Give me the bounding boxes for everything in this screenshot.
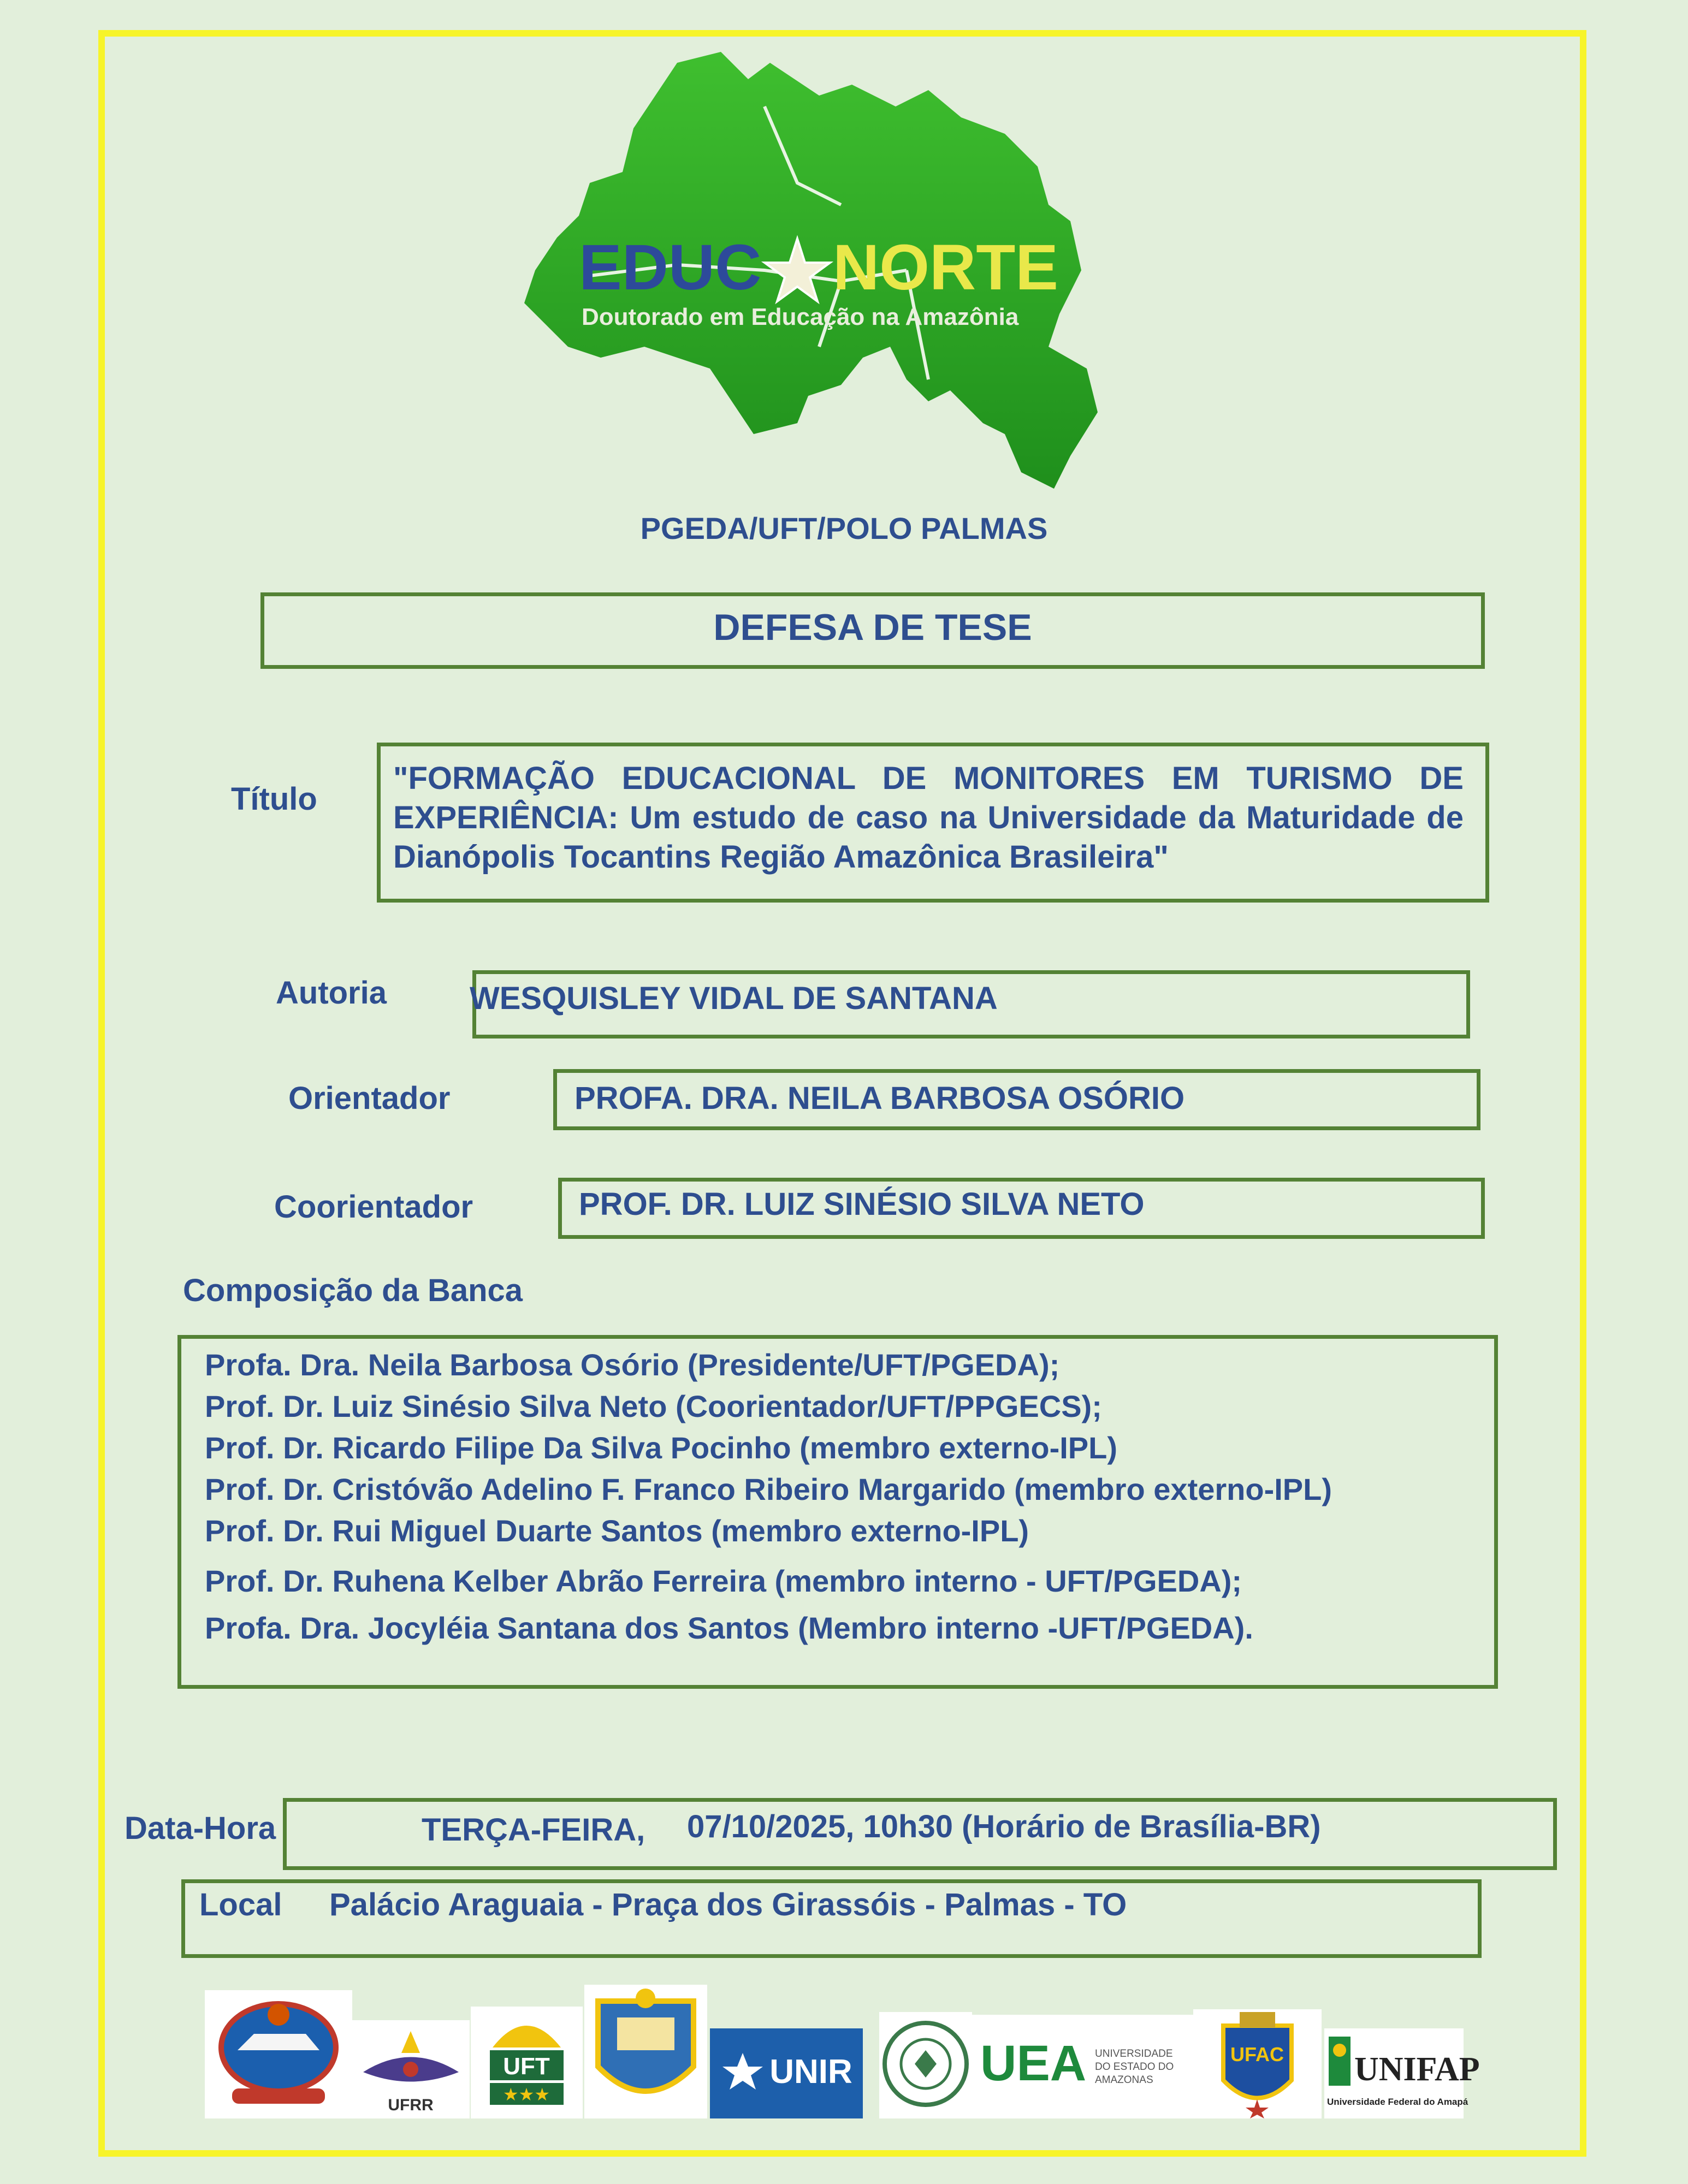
autoria-label: Autoria [276, 975, 387, 1011]
coorientador-label: Coorientador [274, 1189, 473, 1225]
ufac-label: UFAC [1230, 2043, 1284, 2066]
uea-label: UEA [980, 2035, 1087, 2091]
local-label: Local [199, 1887, 282, 1922]
ufrr-logo [352, 2020, 470, 2118]
unifap-label: UNIFAP [1354, 2051, 1480, 2088]
logo-educ-text: EDUC [579, 232, 762, 304]
program-name: PGEDA/UFT/POLO PALMAS [640, 511, 1048, 545]
unir-label: UNIR [769, 2053, 852, 2091]
uft-logo [471, 2007, 583, 2118]
logo-norte-text: NORTE [833, 232, 1058, 304]
orientador-name: PROFA. DRA. NEILA BARBOSA OSÓRIO [574, 1081, 1185, 1116]
titulo-label: Título [231, 781, 317, 817]
banca-member: Prof. Dr. Ruhena Kelber Abrão Ferreira (membro interno - UFT/PGEDA); [205, 1564, 1242, 1598]
banca-member: Prof. Dr. Ricardo Filipe Da Silva Pocinho (membro externo-IPL) [205, 1431, 1117, 1465]
date-time: 07/10/2025, 10h30 (Horário de Brasília-BR) [687, 1809, 1321, 1844]
logo-subtitle: Doutorado em Educação na Amazônia [582, 304, 1019, 330]
ufpa-logo [205, 1990, 352, 2118]
local-value: Palácio Araguaia - Praça dos Girassóis - Palmas - TO [329, 1887, 1127, 1922]
uft-stars-icon: ★★★ [502, 2084, 550, 2105]
educanorte-logo [513, 41, 1169, 483]
banca-member: Profa. Dra. Neila Barbosa Osório (Presidente/UFT/PGEDA); [205, 1348, 1060, 1382]
thesis-title: "FORMAÇÃO EDUCACIONAL DE MONITORES EM TURISMO DE EXPERIÊNCIA: Um estudo de caso na Universidade da Maturidade de Dianópolis Tocantins Região Amazônica Brasileira" [393, 761, 1464, 875]
banca-member: Profa. Dra. Jocyléia Santana dos Santos (Membro interno -UFT/PGEDA). [205, 1611, 1253, 1645]
uea-full-name: UNIVERSIDADE DO ESTADO DO AMAZONAS [1095, 2048, 1174, 2086]
unir-logo [710, 2028, 863, 2118]
unifap-full-name: Universidade Federal do Amapá [1327, 2097, 1468, 2107]
uea-logo [972, 2015, 1193, 2118]
ufrr-label: UFRR [388, 2096, 434, 2114]
coorientador-name: PROF. DR. LUIZ SINÉSIO SILVA NETO [579, 1186, 1145, 1222]
unifesspa-logo [584, 1985, 707, 2118]
data-hora-label: Data-Hora [125, 1811, 276, 1846]
orientador-label: Orientador [288, 1081, 451, 1116]
event-type: DEFESA DE TESE [713, 607, 1032, 648]
banca-label: Composição da Banca [183, 1273, 523, 1308]
ufac-logo [1193, 2009, 1322, 2118]
author-name: WESQUISLEY VIDAL DE SANTANA [470, 981, 998, 1016]
banca-members [205, 1344, 1332, 1649]
weekday: TERÇA-FEIRA, [422, 1812, 645, 1848]
uft-label: UFT [503, 2053, 550, 2080]
unifap-logo [1324, 2028, 1480, 2118]
banca-member: Prof. Dr. Luiz Sinésio Silva Neto (Coorientador/UFT/PPGECS); [205, 1389, 1102, 1423]
banca-member: Prof. Dr. Rui Miguel Duarte Santos (membro externo-IPL) [205, 1514, 1029, 1548]
banca-member: Prof. Dr. Cristóvão Adelino F. Franco Ribeiro Margarido (membro externo-IPL) [205, 1472, 1332, 1506]
unifesspa-seal-logo [879, 2012, 972, 2118]
